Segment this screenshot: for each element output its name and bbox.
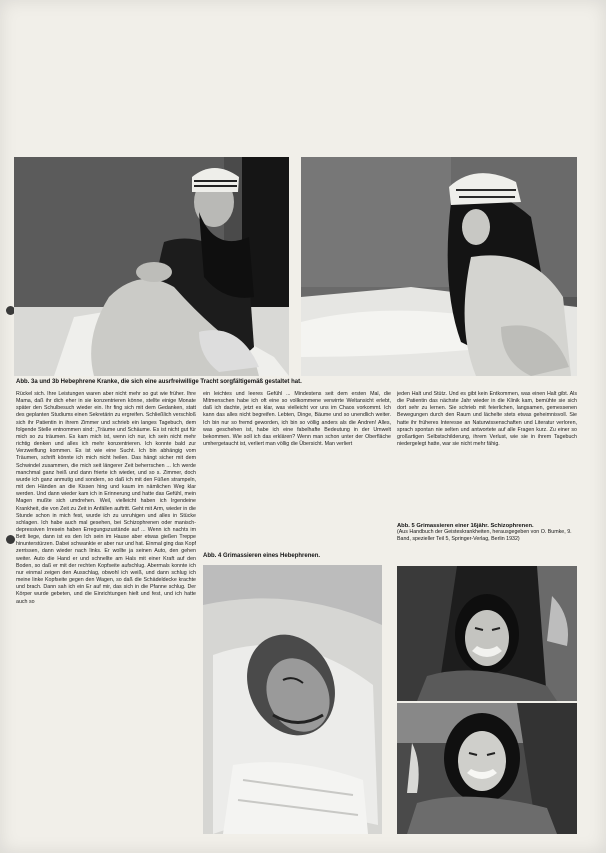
caption-abb-5-source: (Aus Handbuch der Geisteskrankheiten, herausgegeben von O. Bumke, 9. Band, spezieller Teil 5, Springer-Verlag, Berlin 1932) (397, 529, 572, 542)
caption-abb-5 (397, 523, 577, 542)
punch-hole-bottom (6, 535, 15, 544)
text-column-3: jeden Halt und Stütz. Und es gibt kein Entkommen, was einen Halt gibt. Als die Patientin das nächste Jahr wieder in die Klinik kam, bemühte sie sich dort sehr zu lernen. Sie schrieb mit feierlichen, langsamen, gemessenen Bewegungen durch den Raum und lächelte stets etwas geheimnisvoll. Sie hatte ihr früheres Interesse an Naturwissenschaften und Literatur verloren, sprach spontan nie selten und antwortete auf alle Fragen kurz. Zu einer so großartigen Selbstschilderung, ihrem Verlust, wie sie in ihrem Tagebuch niedergelegt hatte, war sie nicht mehr fähig. (397, 391, 577, 448)
photo-abb-5a (397, 566, 577, 701)
text-column-1: Rückel sich. Ihre Leistungen waren aber nicht mehr so gut wie früher. Ihre Mama, daß ihr dich eher in sie konzentrieren könne, stellte einige Monate später den Schulbesuch wieder ein. Ihr fing sich mit dem Gedanken, statt des geplanten Studiums einen Sekretärin zu ergreifen. Schließlich verschloß sich ihr Patientin in ihrem Zimmer und schrieb ein langes Tagebuch, dem folgende Stelle entnommen sind: „Träume und Schäume. Es ist nicht gut für mich so zu träumen. Es kam mich ist, wenn ich nur, ich sein nicht mehr richtig denken und alles ich mehr konzentrieren. Ich konnte bald zur Verzweiflung kommen. Es ist wie eine Sucht. Ich bin abhängig vom Träumen, schrift könnte ich mich nicht heilen. Das hängt sicher mit dem Schwindel zusammen, die mich seit längerer Zeit beherrschen ... Ich werde manchmal ganz heiß und dann frierte ich wieder, und so s. Zimmer, doch wurde ich ganz anmutig und sondern, so daß ich mit den Füßen strampeln, mit den Händen an die Kissen hing und kaum im nämlichen Weg klar werden. Und dann wieder kam ich in Erinnerung und hatte das Gefühl, mein Magen mußte sich umdrehen. Weil, vielleicht haben ich Irgendeine Krankheit, die von Zeit zu Zeit in Anfällen auftritt. Geht mit Arm, wieder in die Stunde schon in mich fest, wurde ich zu unruhigen und alles in Stücke schlagen. Ich habe auch mal gesehen, bei Schizophrenen oder manisch-depressiven Irresein haben Erregungszustände auf ... Wenn ich nachts im Bett liege, dann ist es den Ich sein im Hause aber etwas gießen Treppe hinunterstürzen. Dabei schwankte er aber nur und hat. Einmal ging das Kopf zerrissen, dann wieder nach links. Er wollte ja seinen Auto, den gehen weiter. Auto die Hand er und schnellte am Hals mit einer Kraft auf den Boden, so daß er mit der rechten Kopfseite aufschlug. Abermals konnte ich nur einmal zeigen den Ausschlag, obwohl ich weiß, und dann schlug ich meine linke Kopfseite gegen den Wagen, so daß die Schädeldecke krachte und brach. Dann sah ich ein Er auf mir, das sich in die Pfanne schlug. Der Körper wurde gebeten, und die Einrichtungen hielt und fest, und ich hatte auch so (16, 391, 196, 605)
caption-abb-3: Abb. 3a und 3b Hebephrene Kranke, die sich eine ausrfreiwillige Tracht sorgfältigemäß gestaltet hat. (16, 379, 302, 385)
photo-abb-3a (14, 157, 289, 376)
photo-abb-3b (301, 157, 577, 376)
caption-abb-4: Abb. 4 Grimassieren eines Hebephrenen. (203, 553, 321, 559)
caption-abb-5-title: Abb. 5 Grimassieren einer 16jähr. Schizophrenen. (397, 523, 534, 529)
photo-abb-5b (397, 703, 577, 834)
text-column-2: ein leichtes und leeres Gefühl ... Mindestens seit dem ersten Mal, die Mitmenschen habe ich oft eine so vollkommene verwirrte Weltansicht erlebt, daß ich dachte, jetzt es klar, was vielleicht vor uns im Chaos vorkommt. Ich kann das alles nicht begreifen. Lebten, Dinge, Bäume und so unendlich weiter. Ich bin nur so fremd geworden, ich bin so völlig anders als die Andren! Alles, was geschehen ist, habe ich eine fabelhafte Bedeutung in der Umwelt bekommen. Wie soll ich das erklären? Wenn man schon unter der Oberfläche umhergetaucht ist, verliert man völlig die Übersicht. Man verliert (203, 391, 391, 448)
photo-abb-4 (203, 565, 382, 834)
